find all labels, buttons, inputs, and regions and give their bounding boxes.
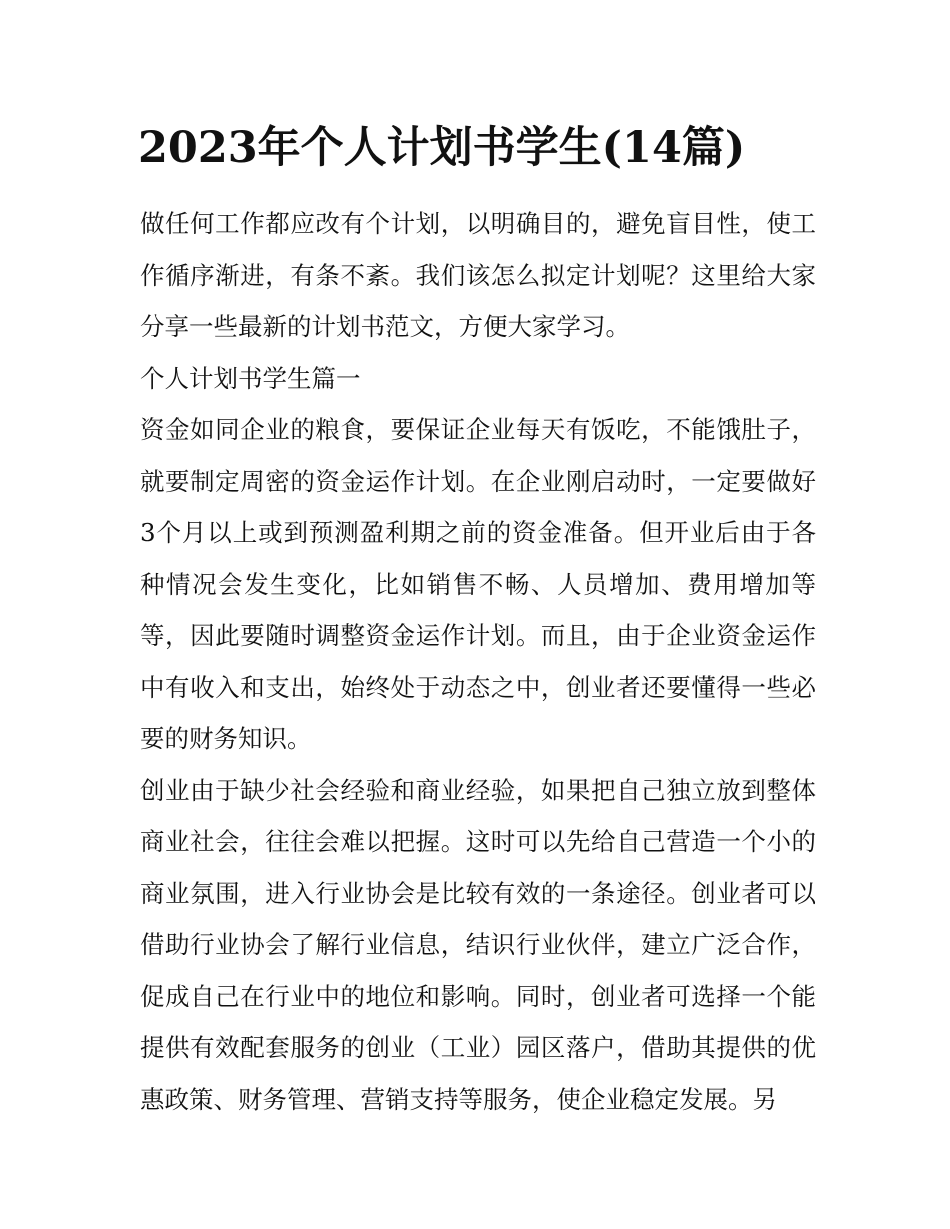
body-paragraph-2: 创业由于缺少社会经验和商业经验，如果把自己独立放到整体商业社会，往往会难以把握。这时可以先给自己营造一个小的商业氛围，进入行业协会是比较有效的一条途径。创业者可以借助行业协会了解行业信息，结识行业伙伴，建立广泛合作，促成自己在行业中的地位和影响。同时，创业者可选择一个能提供有效配套服务的创业（工业）园区落户，借助其提供的优惠政策、财务管理、营销支持等服务，使企业稳定发展。另	[140, 775, 816, 1114]
body-paragraph-1: 资金如同企业的粮食，要保证企业每天有饭吃，不能饿肚子，就要制定周密的资金运作计划。在企业刚启动时，一定要做好3个月以上或到预测盈利期之前的资金准备。但开业后由于各种情况会发生变化，比如销售不畅、人员增加、费用增加等等，因此要随时调整资金运作计划。而且，由于企业资金运作中有收入和支出，始终处于动态之中，创业者还要懂得一些必要的财务知识。	[140, 415, 816, 753]
document-title: 2023年个人计划书学生(14篇)	[138, 123, 746, 173]
section-heading: 个人计划书学生篇一	[140, 363, 361, 393]
intro-paragraph: 做任何工作都应改有个计划，以明确目的，避免盲目性，使工作循序渐进，有条不紊。我们该怎么拟定计划呢？这里给大家分享一些最新的计划书范文，方便大家学习。	[140, 209, 816, 341]
document-body	[140, 198, 816, 1125]
